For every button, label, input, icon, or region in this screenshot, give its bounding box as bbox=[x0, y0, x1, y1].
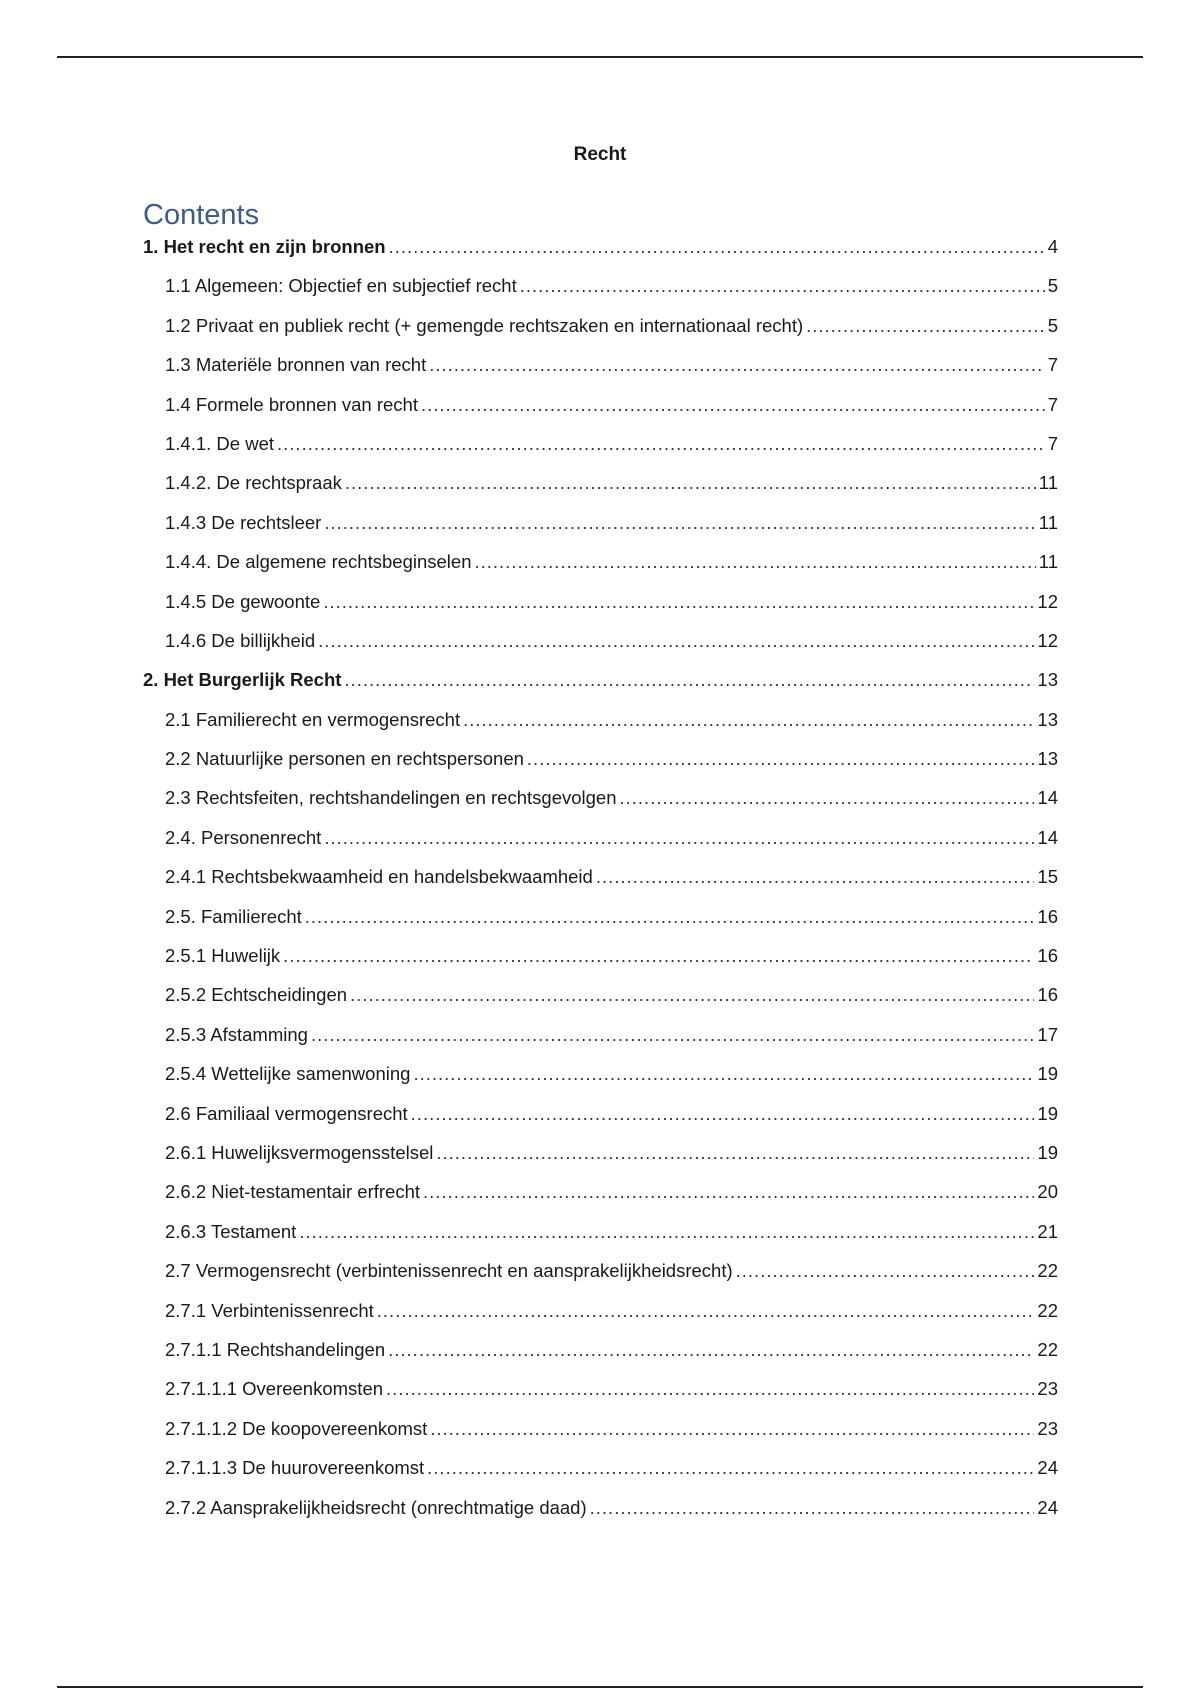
toc-entry-label[interactable]: 2.2 Natuurlijke personen en rechtspersonen bbox=[165, 748, 524, 770]
toc-entry-label[interactable]: 1.1 Algemeen: Objectief en subjectief recht bbox=[165, 275, 517, 297]
toc-entry[interactable] bbox=[143, 669, 1058, 708]
toc-entry-label[interactable]: 1.4 Formele bronnen van recht bbox=[165, 393, 418, 415]
contents-heading: Contents bbox=[143, 199, 260, 231]
toc-dot-leader bbox=[736, 1260, 1035, 1282]
toc-entry-page-number[interactable]: 11 bbox=[1038, 472, 1058, 494]
toc-dot-leader bbox=[430, 1418, 1034, 1440]
toc-entry[interactable] bbox=[143, 1024, 1058, 1063]
toc-entry-label[interactable]: 2.5.1 Huwelijk bbox=[165, 945, 281, 967]
toc-entry-label[interactable]: 2.5.4 Wettelijke samenwoning bbox=[165, 1063, 411, 1085]
toc-dot-leader bbox=[345, 472, 1036, 494]
toc-entry-label[interactable]: 1.4.1. De wet bbox=[165, 432, 275, 454]
toc-entry-label[interactable]: 2. Het Burgerlijk Recht bbox=[143, 669, 342, 691]
toc-dot-leader bbox=[311, 1024, 1034, 1046]
toc-entry[interactable] bbox=[143, 394, 1058, 433]
toc-entry-page-number[interactable]: 19 bbox=[1037, 1141, 1058, 1163]
toc-entry-page-number[interactable]: 14 bbox=[1037, 787, 1058, 809]
toc-entry[interactable] bbox=[143, 1457, 1058, 1496]
toc-entry[interactable] bbox=[143, 551, 1058, 590]
toc-entry[interactable] bbox=[143, 709, 1058, 748]
toc-dot-leader bbox=[299, 1221, 1034, 1243]
toc-dot-leader bbox=[411, 1103, 1035, 1125]
toc-entry-label[interactable]: 2.7.1.1.2 De koopovereenkomst bbox=[165, 1417, 428, 1439]
toc-entry[interactable] bbox=[143, 984, 1058, 1023]
toc-entry-label[interactable]: 2.7.1.1 Rechtshandelingen bbox=[165, 1338, 386, 1360]
toc-entry[interactable] bbox=[143, 1497, 1058, 1536]
toc-dot-leader bbox=[283, 945, 1034, 967]
toc-entry-page-number[interactable]: 22 bbox=[1037, 1260, 1058, 1282]
toc-entry-label[interactable]: 2.1 Familierecht en vermogensrecht bbox=[165, 708, 461, 730]
toc-dot-leader bbox=[423, 1181, 1034, 1203]
toc-entry-label[interactable]: 1. Het recht en zijn bronnen bbox=[143, 236, 386, 257]
toc-dot-leader bbox=[277, 433, 1045, 455]
toc-entry-label[interactable]: 2.7.1.1.3 De huurovereenkomst bbox=[165, 1457, 425, 1479]
toc-dot-leader bbox=[323, 591, 1034, 613]
toc-entry[interactable] bbox=[143, 236, 1058, 275]
toc-entry[interactable] bbox=[143, 906, 1058, 945]
toc-entry-page-number[interactable]: 22 bbox=[1037, 1299, 1058, 1321]
toc-entry-page-number[interactable]: 22 bbox=[1037, 1338, 1058, 1360]
toc-entry[interactable] bbox=[143, 630, 1058, 669]
toc-entry-page-number[interactable]: 13 bbox=[1037, 748, 1058, 770]
toc-entry-page-number[interactable]: 14 bbox=[1037, 826, 1058, 848]
toc-dot-leader bbox=[590, 1497, 1035, 1519]
toc-entry-page-number[interactable]: 7 bbox=[1047, 354, 1058, 376]
toc-entry[interactable] bbox=[143, 787, 1058, 826]
toc-dot-leader bbox=[344, 669, 1034, 691]
toc-entry[interactable] bbox=[143, 354, 1058, 393]
toc-entry-page-number[interactable]: 12 bbox=[1037, 629, 1058, 651]
toc-entry-page-number[interactable]: 16 bbox=[1037, 945, 1058, 967]
toc-entry-page-number[interactable]: 16 bbox=[1037, 984, 1058, 1006]
toc-entry-page-number[interactable]: 21 bbox=[1037, 1220, 1058, 1242]
toc-dot-leader bbox=[318, 630, 1034, 652]
toc-entry-page-number[interactable]: 16 bbox=[1037, 905, 1058, 927]
toc-entry-label[interactable]: 2.7.2 Aansprakelijkheidsrecht (onrechtmatige daad) bbox=[165, 1496, 587, 1518]
toc-entry-page-number[interactable]: 24 bbox=[1037, 1496, 1058, 1518]
toc-entry-label[interactable]: 2.7 Vermogensrecht (verbintenissenrecht en aansprakelijkheidsrecht) bbox=[165, 1260, 733, 1282]
toc-entry[interactable] bbox=[143, 472, 1058, 511]
toc-entry-label[interactable]: 2.5.2 Echtscheidingen bbox=[165, 984, 348, 1006]
toc-dot-leader bbox=[377, 1300, 1035, 1322]
toc-entry-page-number[interactable]: 13 bbox=[1037, 708, 1058, 730]
toc-entry[interactable] bbox=[143, 866, 1058, 905]
toc-entry-label[interactable]: 2.4.1 Rechtsbekwaamheid en handelsbekwaamheid bbox=[165, 866, 593, 888]
toc-dot-leader bbox=[620, 787, 1035, 809]
toc-entry-page-number[interactable]: 20 bbox=[1037, 1181, 1058, 1203]
document-title: Recht bbox=[573, 144, 627, 165]
toc-dot-leader bbox=[527, 748, 1035, 770]
toc-entry-label[interactable]: 2.3 Rechtsfeiten, rechtshandelingen en rechtsgevolgen bbox=[165, 787, 617, 809]
toc-entry[interactable] bbox=[143, 433, 1058, 472]
toc-entry[interactable] bbox=[143, 945, 1058, 984]
toc-entry-page-number[interactable]: 7 bbox=[1047, 432, 1058, 454]
toc-entry-label[interactable]: 1.4.6 De billijkheid bbox=[165, 629, 316, 651]
toc-entry[interactable] bbox=[143, 1260, 1058, 1299]
toc-entry-page-number[interactable]: 15 bbox=[1037, 866, 1058, 888]
toc-entry-label[interactable]: 2.7.1 Verbintenissenrecht bbox=[165, 1299, 374, 1321]
toc-entry-page-number[interactable]: 13 bbox=[1037, 669, 1058, 691]
toc-entry-label[interactable]: 2.6.1 Huwelijksvermogensstelsel bbox=[165, 1141, 434, 1163]
toc-dot-leader bbox=[429, 354, 1044, 376]
toc-entry[interactable] bbox=[143, 591, 1058, 630]
toc-entry-label[interactable]: 2.6 Familiaal vermogensrecht bbox=[165, 1102, 408, 1124]
toc-entry-label[interactable]: 2.5.3 Afstamming bbox=[165, 1023, 308, 1045]
toc-entry[interactable] bbox=[143, 275, 1058, 314]
toc-entry-page-number[interactable]: 19 bbox=[1037, 1102, 1058, 1124]
toc-entry[interactable] bbox=[143, 1339, 1058, 1378]
toc-entry[interactable] bbox=[143, 1378, 1058, 1417]
toc-entry-page-number[interactable]: 23 bbox=[1037, 1417, 1058, 1439]
toc-entry[interactable] bbox=[143, 512, 1058, 551]
toc-entry-label[interactable]: 1.2 Privaat en publiek recht (+ gemengde rechtszaken en internationaal recht) bbox=[165, 314, 804, 336]
toc-dot-leader bbox=[427, 1457, 1034, 1479]
toc-entry[interactable] bbox=[143, 1103, 1058, 1142]
toc-dot-leader bbox=[324, 512, 1035, 534]
toc-entry[interactable] bbox=[143, 1142, 1058, 1181]
toc-entry-label[interactable]: 2.6.2 Niet-testamentair erfrecht bbox=[165, 1181, 420, 1203]
toc-entry-page-number[interactable]: 11 bbox=[1038, 551, 1058, 573]
toc-entry[interactable] bbox=[143, 827, 1058, 866]
toc-entry[interactable] bbox=[143, 315, 1058, 354]
toc-entry[interactable] bbox=[143, 1418, 1058, 1457]
toc-entry-page-number[interactable]: 24 bbox=[1037, 1457, 1058, 1479]
toc-entry-page-number[interactable]: 12 bbox=[1037, 590, 1058, 612]
toc-entry-label[interactable]: 2.6.3 Testament bbox=[165, 1220, 297, 1242]
toc-entry-label[interactable]: 1.3 Materiële bronnen van recht bbox=[165, 354, 427, 376]
toc-dot-leader bbox=[520, 275, 1045, 297]
toc-dot-leader bbox=[389, 236, 1045, 258]
toc-dot-leader bbox=[806, 315, 1045, 337]
toc-dot-leader bbox=[474, 551, 1035, 573]
toc-entry-label[interactable]: 1.4.3 De rechtsleer bbox=[165, 511, 322, 533]
toc-entry-page-number[interactable]: 5 bbox=[1047, 314, 1058, 336]
toc-entry-page-number[interactable]: 4 bbox=[1047, 236, 1058, 257]
table-of-contents bbox=[143, 236, 1058, 1536]
toc-entry-label[interactable]: 1.4.4. De algemene rechtsbeginselen bbox=[165, 551, 472, 573]
toc-entry[interactable] bbox=[143, 1221, 1058, 1260]
toc-dot-leader bbox=[436, 1142, 1034, 1164]
toc-entry-page-number[interactable]: 7 bbox=[1047, 393, 1058, 415]
toc-entry-page-number[interactable]: 17 bbox=[1037, 1023, 1058, 1045]
toc-entry-page-number[interactable]: 23 bbox=[1037, 1378, 1058, 1400]
toc-entry-page-number[interactable]: 11 bbox=[1038, 511, 1058, 533]
toc-entry-page-number[interactable]: 19 bbox=[1037, 1063, 1058, 1085]
toc-entry[interactable] bbox=[143, 748, 1058, 787]
page-bottom-rule bbox=[57, 1686, 1143, 1688]
toc-dot-leader bbox=[350, 984, 1034, 1006]
toc-entry[interactable] bbox=[143, 1063, 1058, 1102]
toc-entry-label[interactable]: 2.7.1.1.1 Overeenkomsten bbox=[165, 1378, 384, 1400]
toc-dot-leader bbox=[596, 866, 1035, 888]
toc-entry[interactable] bbox=[143, 1181, 1058, 1220]
toc-entry-label[interactable]: 1.4.2. De rechtspraak bbox=[165, 472, 342, 494]
toc-dot-leader bbox=[305, 906, 1035, 928]
toc-entry-page-number[interactable]: 5 bbox=[1047, 275, 1058, 297]
toc-entry-label[interactable]: 1.4.5 De gewoonte bbox=[165, 590, 321, 612]
toc-dot-leader bbox=[463, 709, 1034, 731]
toc-dot-leader bbox=[388, 1339, 1034, 1361]
toc-entry-label[interactable]: 2.5. Familierecht bbox=[165, 905, 302, 927]
toc-entry[interactable] bbox=[143, 1300, 1058, 1339]
toc-dot-leader bbox=[324, 827, 1034, 849]
toc-dot-leader bbox=[413, 1063, 1034, 1085]
toc-dot-leader bbox=[386, 1378, 1034, 1400]
toc-entry-label[interactable]: 2.4. Personenrecht bbox=[165, 826, 322, 848]
toc-dot-leader bbox=[421, 394, 1045, 416]
page-top-rule bbox=[57, 56, 1143, 58]
